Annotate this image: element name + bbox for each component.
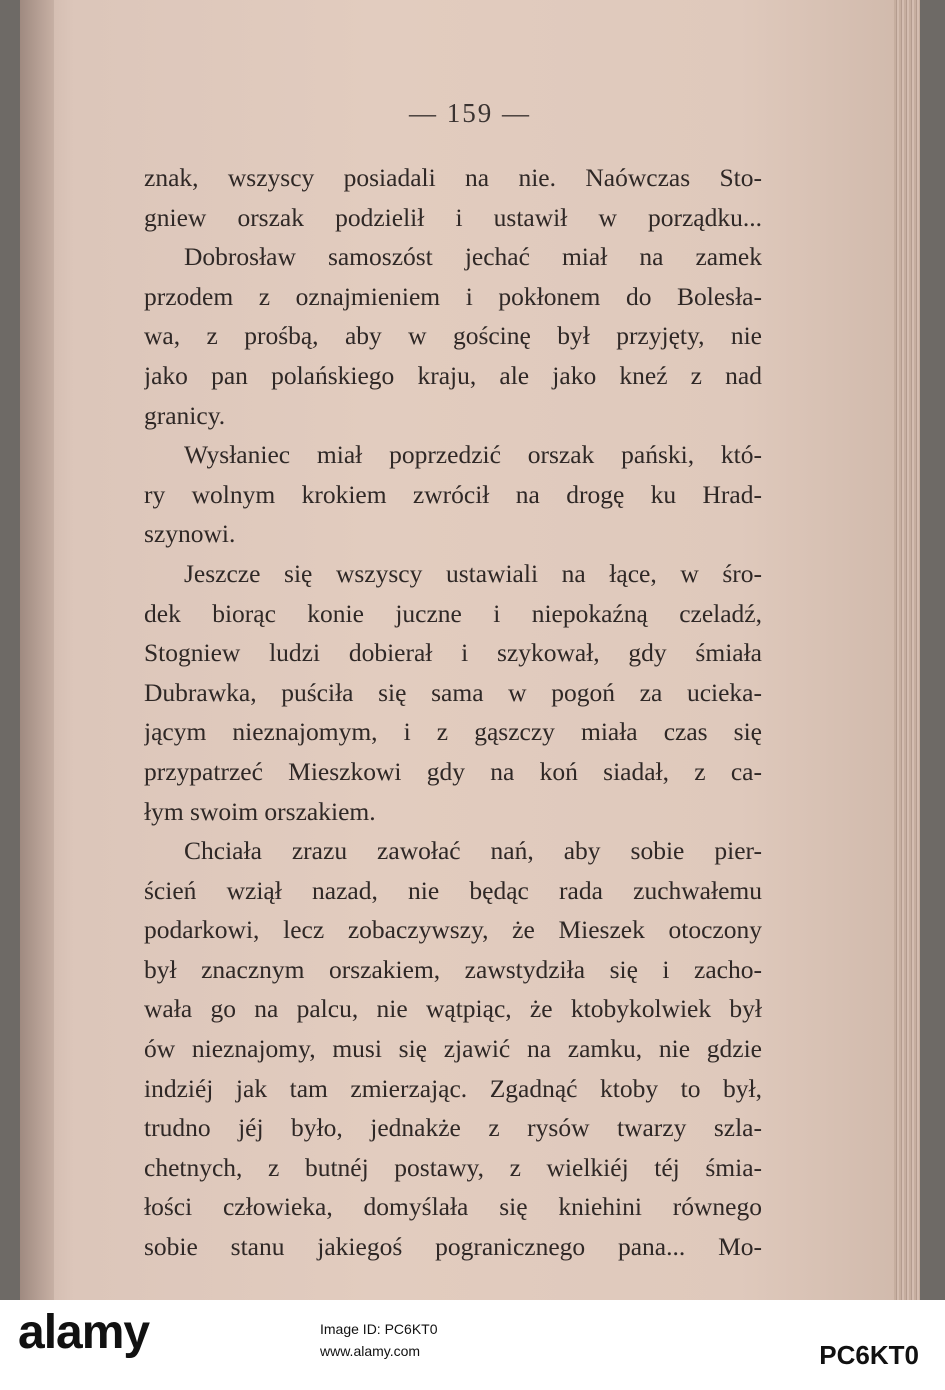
text-line: szynowi. <box>144 519 236 549</box>
text-line: Dobrosław samoszóst jechać miał na zamek <box>184 242 762 272</box>
text-line: sobie stanu jakiegoś pogranicznego pana... Mo- <box>144 1232 762 1262</box>
alamy-url: www.alamy.com <box>320 1343 421 1359</box>
book-page <box>20 0 920 1300</box>
page-binding-shadow <box>20 0 54 1300</box>
text-line: Wysłaniec miał poprzedzić orszak pański, któ- <box>184 440 762 470</box>
text-line: jącym nieznajomym, i z gąszczy miała czas się <box>144 717 762 747</box>
alamy-logo: alamy <box>18 1306 150 1359</box>
text-line: znak, wszyscy posiadali na nie. Naówczas Sto- <box>144 163 762 192</box>
text-line: podarkowi, lecz zobaczywszy, że Mieszek otoczony <box>144 915 762 945</box>
text-line: Dubrawka, puściła się sama w pogoń za ucieka- <box>144 677 762 707</box>
text-line: ry wolnym krokiem zwrócił na drogę ku Hrad- <box>144 479 762 509</box>
text-line: ścień wziął nazad, nie będąc rada zuchwałemu <box>144 875 762 905</box>
text-line: Chciała zrazu zawołać nań, aby sobie pier- <box>184 836 762 866</box>
text-line: łości człowieka, domyślała się kniehini równego <box>144 1192 762 1222</box>
text-line: łym swoim orszakiem. <box>144 796 376 826</box>
text-line: wa, z prośbą, aby w gościnę był przyjęty, nie <box>144 321 762 351</box>
text-line: granicy. <box>144 400 226 430</box>
page-stack-edge <box>894 0 920 1300</box>
text-line: Jeszcze się wszyscy ustawiali na łące, w śro- <box>184 558 762 588</box>
text-line: wała go na palcu, nie wątpiąc, że ktobykolwiek był <box>144 994 762 1024</box>
text-line: gniew orszak podzielił i ustawił w porządku... <box>144 202 762 232</box>
text-line: Stogniew ludzi dobierał i szykował, gdy śmiała <box>144 638 762 668</box>
page-number: — 159 — <box>409 98 531 128</box>
text-line: był znacznym orszakiem, zawstydziła się i zacho- <box>144 954 762 984</box>
text-line: przypatrzeć Mieszkowi gdy na koń siadał, z ca- <box>144 756 762 786</box>
image-code: PC6KT0 <box>819 1340 919 1370</box>
text-line: indziéj jak tam zmierzając. Zgadnąć ktoby to był, <box>144 1073 762 1103</box>
text-line: trudno jéj było, jednakże z rysów twarzy szla- <box>144 1113 762 1143</box>
image-id-label: Image ID: PC6KT0 <box>320 1321 438 1337</box>
text-line: przodem z oznajmieniem i pokłonem do Bolesła- <box>144 281 762 311</box>
text-line: dek biorąc konie juczne i niepokaźną czeladź, <box>144 598 762 628</box>
text-line: ów nieznajomy, musi się zjawić na zamku, nie gdzie <box>144 1034 762 1064</box>
text-line: jako pan polańskiego kraju, ale jako kneź z nad <box>144 360 762 390</box>
text-line: chetnych, z butnéj postawy, z wielkiéj téj śmia- <box>144 1152 762 1182</box>
body-text <box>144 158 762 1267</box>
